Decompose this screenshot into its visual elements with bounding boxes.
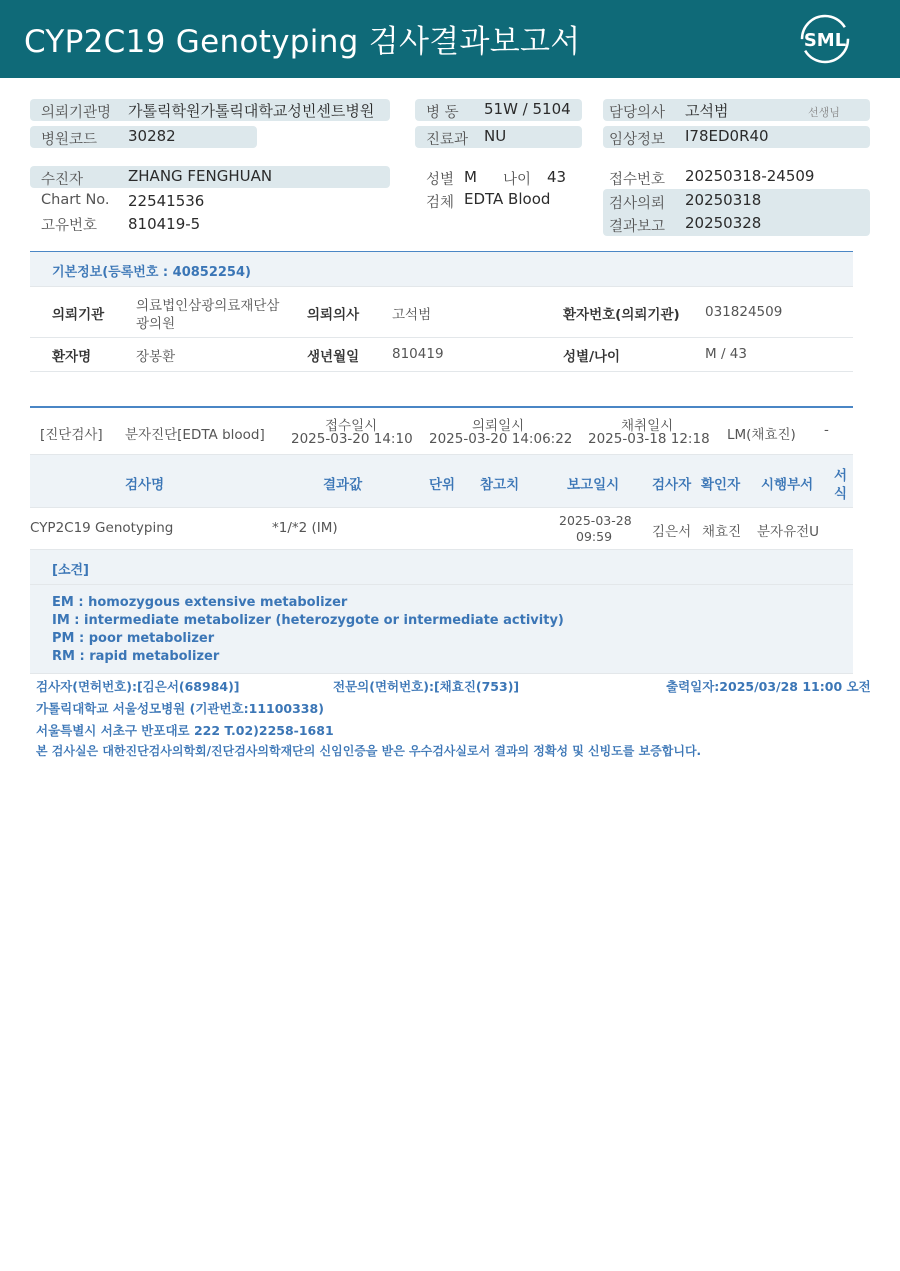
doctor-label: 담당의사 xyxy=(609,105,666,121)
th-dept: 시행부서 xyxy=(761,477,814,493)
clinical-label: 임상정보 xyxy=(609,132,666,148)
collector: LM(채효진) xyxy=(727,427,796,443)
req-inst-label: 의뢰기관명 xyxy=(41,105,112,121)
req-inst-value: 가톨릭학원가톨릭대학교성빈센트병원 xyxy=(128,102,375,120)
dept-label: 진료과 xyxy=(426,132,469,148)
footer-specialist: 전문의(면허번호):[채효진(753)] xyxy=(333,679,520,694)
exam-top-rule xyxy=(30,406,853,408)
ward-label: 병 동 xyxy=(426,105,459,121)
footer-address: 서울특별시 서초구 반포대로 222 T.02)2258-1681 xyxy=(36,723,334,738)
footer-tester: 검사자(면허번호):[김은서(68984)] xyxy=(36,679,240,694)
th-confirmer: 확인자 xyxy=(701,477,741,493)
request-time-value: 2025-03-20 14:06:22 xyxy=(429,431,573,447)
chart-value: 22541536 xyxy=(128,192,205,210)
uid-value: 810419-5 xyxy=(128,215,201,233)
opinion-line-pm: PM : poor metabolizer xyxy=(52,631,215,646)
report-header xyxy=(0,0,900,78)
th-tester: 검사자 xyxy=(652,477,692,493)
row-tester: 김은서 xyxy=(652,524,692,540)
opinion-line-rm: RM : rapid metabolizer xyxy=(52,649,220,664)
sex-value: M xyxy=(464,168,477,186)
receipt-time-value: 2025-03-20 14:10 xyxy=(291,431,413,447)
request-time-label: 의뢰일시 xyxy=(472,418,525,434)
basic-title: 기본정보(등록번호 : 40852254) xyxy=(52,265,251,280)
age-value: 43 xyxy=(547,168,567,186)
request-value: 20250318 xyxy=(685,191,762,209)
patient-value: ZHANG FENGHUAN xyxy=(128,167,273,185)
doctor-suffix: 선생님 xyxy=(808,106,840,119)
basic-divider-2 xyxy=(30,337,853,338)
basic-divider-3 xyxy=(30,371,853,372)
opinion-line-em: EM : homozygous extensive metabolizer xyxy=(52,595,348,610)
footer-hospital: 가톨릭대학교 서울성모병원 (기관번호:11100338) xyxy=(36,701,324,716)
footer-printed: 출력일자:2025/03/28 11:00 오전 xyxy=(666,679,871,694)
sex-age-label: 성별/나이 xyxy=(563,349,621,365)
opinion-line-im: IM : intermediate metabolizer (heterozygote or intermediate activity) xyxy=(52,613,564,628)
patient-label: 수진자 xyxy=(41,172,84,188)
collector-dash: - xyxy=(824,422,829,438)
dob-value: 810419 xyxy=(392,346,444,362)
receipt-time-label: 접수일시 xyxy=(325,418,378,434)
collect-time-value: 2025-03-18 12:18 xyxy=(588,431,710,447)
row-report-date: 2025-03-28 xyxy=(559,513,632,528)
report-title: CYP2C19 Genotyping 검사결과보고서 xyxy=(24,24,581,60)
row-dept: 분자유전U xyxy=(757,524,820,540)
th-unit: 단위 xyxy=(429,477,456,493)
specimen-label: 검체 xyxy=(426,195,455,211)
basic-divider-1 xyxy=(30,286,853,287)
hosp-code-value: 30282 xyxy=(128,127,176,145)
specimen-value: EDTA Blood xyxy=(464,190,551,208)
receipt-no-value: 20250318-24509 xyxy=(685,167,815,185)
receipt-no-label: 접수번호 xyxy=(609,172,666,188)
inst-label: 의뢰기관 xyxy=(52,307,105,323)
sex-age-value: M / 43 xyxy=(705,346,747,362)
opinion-bottom-line xyxy=(30,673,853,674)
table-header-top-line xyxy=(30,454,853,455)
th-form-1: 서 xyxy=(834,468,848,484)
th-ref: 참고치 xyxy=(480,477,520,493)
req-doc-value: 고석범 xyxy=(392,307,432,323)
sml-logo xyxy=(796,12,854,66)
age-label: 나이 xyxy=(503,172,532,188)
ward-value: 51W / 5104 xyxy=(484,100,571,118)
th-report-time: 보고일시 xyxy=(567,477,620,493)
req-doc-label: 의뢰의사 xyxy=(307,307,360,323)
clinical-value: I78ED0R40 xyxy=(685,127,769,145)
row-confirmer: 채효진 xyxy=(702,524,742,540)
exam-category: [진단검사] xyxy=(40,427,103,443)
row-test-name: CYP2C19 Genotyping xyxy=(30,520,174,536)
collect-time-label: 채취일시 xyxy=(621,418,674,434)
inst-value-line2: 광의원 xyxy=(136,316,176,332)
patient-name-value: 장봉환 xyxy=(136,349,176,365)
uid-label: 고유번호 xyxy=(41,218,98,234)
patient-name-label: 환자명 xyxy=(52,349,92,365)
dept-value: NU xyxy=(484,127,507,145)
th-name: 검사명 xyxy=(125,477,165,493)
th-result: 결과값 xyxy=(323,477,363,493)
opinion-divider xyxy=(30,584,853,585)
report-value: 20250328 xyxy=(685,214,762,232)
table-header-bottom-line xyxy=(30,507,853,508)
row-report-time: 09:59 xyxy=(576,529,613,544)
exam-type: 분자진단[EDTA blood] xyxy=(125,427,265,443)
request-label: 검사의뢰 xyxy=(609,196,666,212)
doctor-value: 고석범 xyxy=(685,102,729,120)
logo-text: SML xyxy=(803,30,847,51)
chart-label: Chart No. xyxy=(41,192,110,208)
patient-id-value: 031824509 xyxy=(705,304,783,320)
sex-label: 성별 xyxy=(426,172,455,188)
report-label: 결과보고 xyxy=(609,219,666,235)
hosp-code-label: 병원코드 xyxy=(41,132,98,148)
th-form-2: 식 xyxy=(834,486,848,502)
patient-id-label: 환자번호(의뢰기관) xyxy=(563,307,680,323)
row-result: *1/*2 (IM) xyxy=(272,520,338,536)
opinion-title: [소견] xyxy=(52,563,89,578)
inst-value-line1: 의료법인삼광의료재단삼 xyxy=(136,298,280,314)
dob-label: 생년월일 xyxy=(307,349,360,365)
footer-certification: 본 검사실은 대한진단검사의학회/진단검사의학재단의 신임인증을 받은 우수검사실로서 결과의 정확성 및 신빙도를 보증합니다. xyxy=(36,744,702,758)
